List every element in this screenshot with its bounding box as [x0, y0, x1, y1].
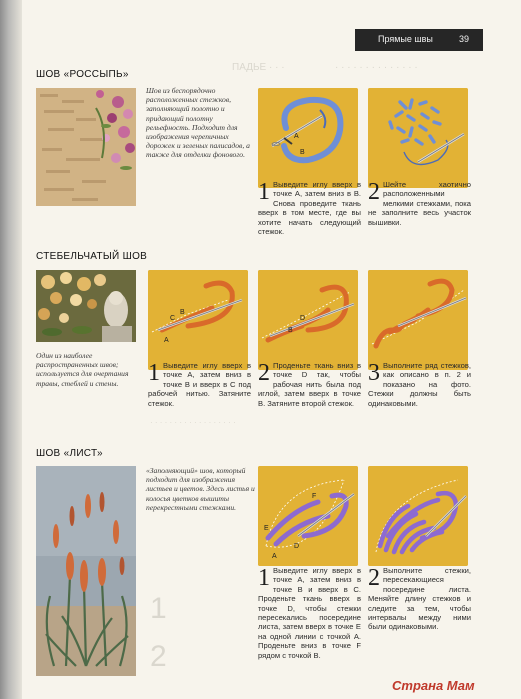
site-watermark: Страна Мам [392, 678, 475, 693]
step-text: Выведите иглу вверх в точке А, затем вниз в точке В и вверх в С. Проденьте ткань вверх в точке D, чтобы стежки пересекались посередине листа, затем вверх в точке Е на одной линии с точкой А. Проденьте вниз в точке F рядом с точкой В. [258, 566, 361, 660]
embroidery-photo-leaf [36, 466, 136, 676]
label-b: B [300, 149, 305, 156]
section-title-stem: СТЕБЕЛЬЧАТЫЙ ШОВ [36, 251, 148, 262]
step-stem-2 [258, 361, 361, 408]
diagram-stem-step-1 [148, 270, 248, 370]
diagram-leaf-step-1 [258, 466, 358, 566]
step-number: 1 [148, 360, 160, 386]
step-number: 3 [368, 360, 380, 386]
step-number: 2 [368, 565, 380, 591]
step-text: Выполните стежки, пересекающиеся посередине листа. Меняйте длину стежков и следите за тем, чтобы интервалы между ними были одинаковыми. [368, 566, 471, 632]
step-scatter-1 [258, 180, 361, 236]
step-number: 2 [368, 179, 380, 205]
label-b: B [180, 309, 185, 316]
diagram-scatter-step-2 [368, 88, 468, 188]
label-f: F [312, 493, 317, 500]
label-e: E [264, 525, 269, 532]
step-text: Шейте хаотично расположенными мелкими стежками, пока не заполните весь участок вышивки. [368, 180, 471, 227]
section-title-leaf: ШОВ «ЛИСТ» [36, 448, 103, 459]
diagram-stem-step-2 [258, 270, 358, 370]
bleed-through: 1 [150, 592, 167, 625]
section-note-scatter: Шов из беспорядочно расположенных стежков, заполняющий полотно и придающий полотну рельефность. Подходит для изображения черепичных дорожек и зеленых палисадов, а также для отделки фонового. [146, 86, 250, 160]
diagram-leaf-step-2 [368, 466, 468, 566]
step-leaf-2 [368, 566, 471, 632]
page-number: 39 [459, 34, 470, 44]
step-stem-3 [368, 361, 471, 408]
label-b: B [288, 327, 293, 334]
step-text: Выполните ряд стежков, как описано в п. 2 и показано на фото. Стежки должны быть одинаковыми. [368, 361, 471, 408]
embroidery-photo-scatter [36, 88, 136, 206]
step-scatter-2 [368, 180, 471, 227]
diagram-scatter-step-1 [258, 88, 358, 188]
step-leaf-1 [258, 566, 361, 660]
page-fold-shadow [0, 0, 22, 699]
label-c: C [170, 315, 176, 322]
bleed-through: · · · · · · · · · · · · · · [335, 62, 418, 73]
step-text: Выведите иглу вверх в точке А, затем вниз в точке В и вверх в С под рабочей нитью. Затяните стежок. [148, 361, 251, 408]
embroidery-photo-stem [36, 270, 136, 342]
step-stem-1 [148, 361, 251, 408]
step-text: Выведите иглу вверх в точке А, затем вниз в В. Снова проведите ткань вверх в том месте, где вы хотите начать следующий стежок. [258, 180, 361, 237]
section-note-leaf: «Заполняющий» шов, который подходит для изображения листьев и цветов. Здесь листья и колосья цветков вышиты перекрестными стежками. [146, 466, 255, 512]
bleed-through: ПАДЬЕ · · · [232, 62, 285, 73]
label-a: A [164, 337, 169, 344]
step-number: 2 [258, 360, 270, 386]
step-text: Проденьте ткань вниз в точке D так, чтобы рабочая нить была под иглой, затем вверх в точке В. Затяните второй стежок. [258, 361, 361, 408]
label-a: A [272, 553, 277, 560]
label-d: D [294, 543, 300, 550]
bleed-through: · · · · · · · · · · · · · · · · · · [150, 418, 236, 427]
diagram-stem-step-3 [368, 270, 468, 370]
header-title: Прямые швы [378, 34, 433, 44]
label-a: A [294, 133, 299, 140]
section-note-stem: Один из наиболее распространенных швов; используется для очертания травы, стеблей и стены. [36, 351, 129, 388]
bleed-through: 2 [150, 640, 167, 673]
step-number: 1 [258, 179, 270, 205]
section-title-scatter: ШОВ «РОССЫПЬ» [36, 69, 129, 80]
label-d: D [300, 315, 306, 322]
step-number: 1 [258, 565, 270, 591]
